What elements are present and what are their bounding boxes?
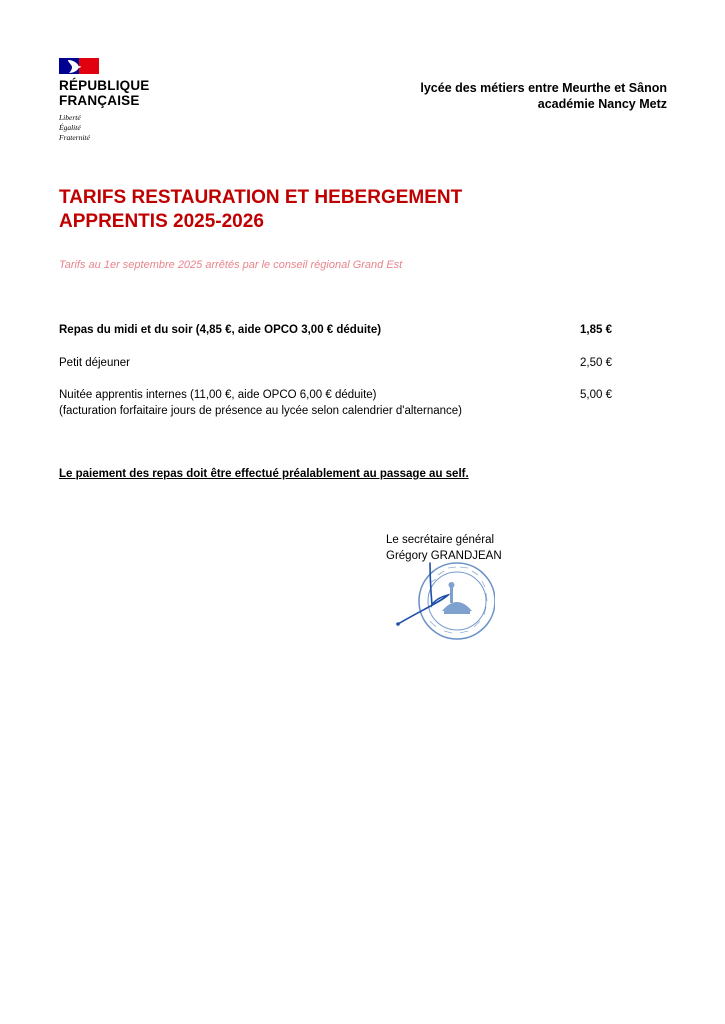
page-title-line-2: APPRENTIS 2025-2026 [59, 211, 264, 232]
logo-motto-liberte: Liberté [59, 113, 81, 122]
page-title [59, 186, 462, 234]
rate-note-nuitee: (facturation forfaitaire jours de présence au lycée selon calendrier d'alternance) [59, 405, 462, 417]
logo-line-1: RÉPUBLIQUE [59, 78, 150, 93]
academy-name: académie Nancy Metz [537, 97, 667, 111]
rate-label-nuitee: Nuitée apprentis internes (11,00 €, aide OPCO 6,00 € déduite) [59, 389, 377, 401]
rate-label-repas: Repas du midi et du soir (4,85 €, aide OPCO 3,00 € déduite) [59, 324, 382, 336]
rate-price-nuitee: 5,00 € [580, 389, 612, 401]
payment-notice: Le paiement des repas doit être effectué préalablement au passage au self. [59, 468, 469, 480]
republique-francaise-logo [59, 58, 179, 148]
rate-price-petit-dejeuner: 2,50 € [580, 357, 612, 369]
signer-name: Grégory GRANDJEAN [386, 550, 502, 562]
school-name: lycée des métiers entre Meurthe et Sânon [420, 81, 667, 95]
rate-price-repas: 1,85 € [580, 324, 612, 336]
logo-motto-fraternite: Fraternité [59, 133, 90, 142]
logo-motto-egalite: Égalité [59, 123, 81, 132]
signer-role: Le secrétaire général [386, 534, 495, 546]
page-subtitle: Tarifs au 1er septembre 2025 arrêtés par le conseil régional Grand Est [59, 259, 403, 271]
school-header [420, 80, 667, 112]
page-title-line-1: TARIFS RESTAURATION ET HEBERGEMENT [59, 187, 463, 208]
marianne-flag-icon [59, 58, 99, 74]
logo-line-2: FRANÇAISE [59, 93, 140, 108]
official-stamp-icon [390, 553, 495, 648]
rate-label-petit-dejeuner: Petit déjeuner [59, 357, 130, 369]
